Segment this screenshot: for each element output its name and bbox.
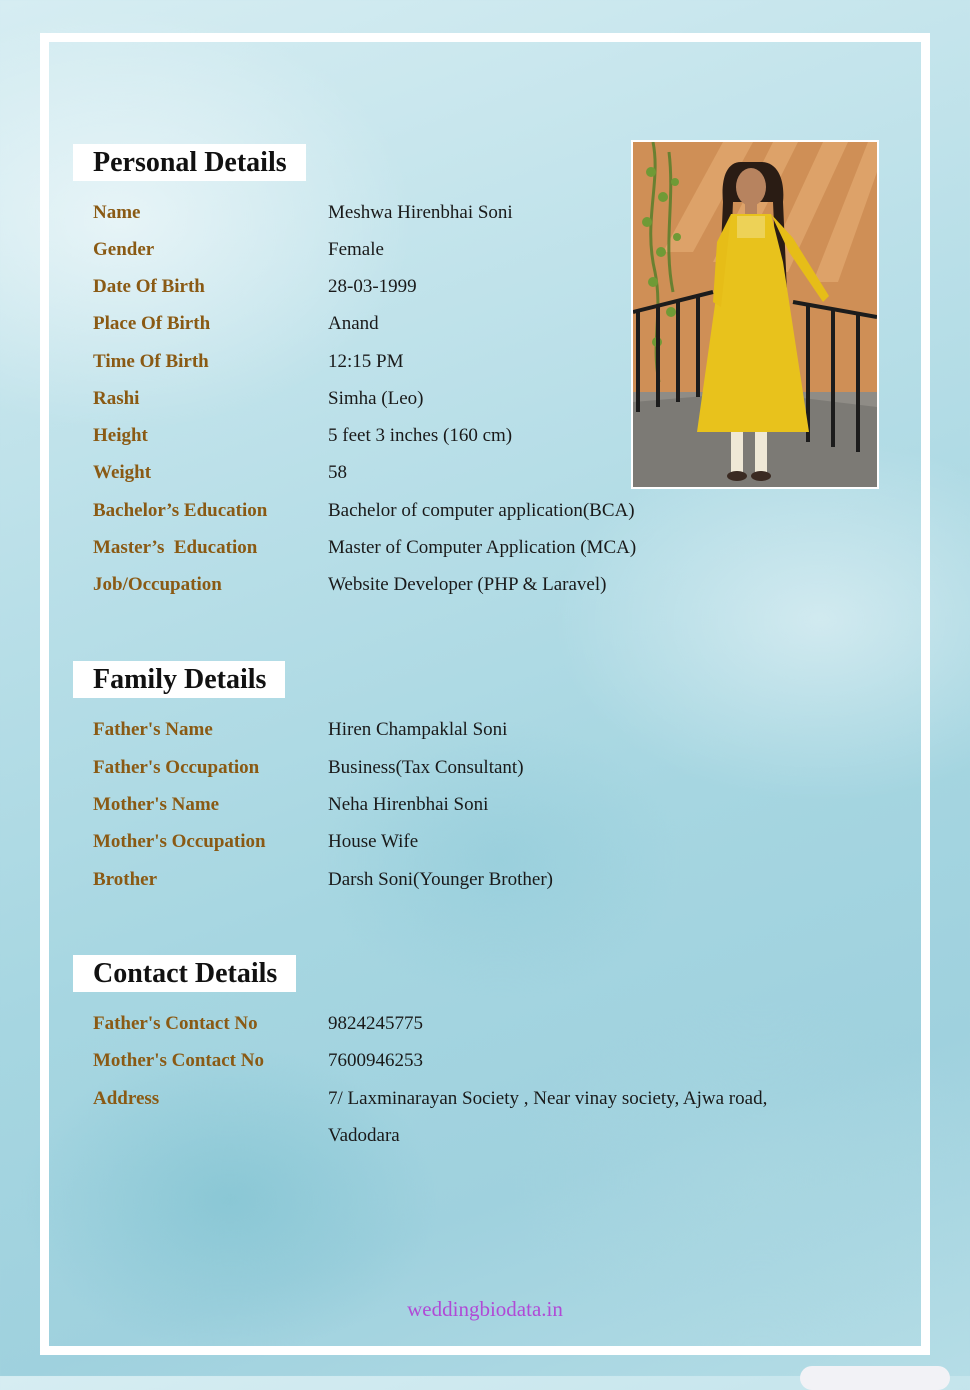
detail-row-fathers-occupation: [93, 757, 833, 787]
detail-value: 7/ Laxminarayan Society , Near vinay society, Ajwa road,: [328, 1088, 768, 1109]
detail-value: 12:15 PM: [328, 351, 404, 372]
detail-value: 7600946253: [328, 1050, 423, 1071]
detail-row-brother: [93, 869, 833, 899]
detail-value: Business(Tax Consultant): [328, 757, 524, 778]
detail-label: Height: [93, 425, 148, 446]
detail-value: Neha Hirenbhai Soni: [328, 794, 489, 815]
bottom-pill-control[interactable]: [800, 1366, 950, 1390]
detail-row-job-occupation: [93, 574, 833, 604]
detail-row-mothers-contact: [93, 1050, 833, 1080]
detail-value: Website Developer (PHP & Laravel): [328, 574, 607, 595]
detail-label: Address: [93, 1088, 160, 1109]
detail-label: Rashi: [93, 388, 140, 409]
footer-watermark: weddingbiodata.in: [407, 1297, 563, 1321]
detail-value: Meshwa Hirenbhai Soni: [328, 202, 513, 223]
detail-label: Place Of Birth: [93, 313, 211, 334]
detail-value: Bachelor of computer application(BCA): [328, 500, 635, 521]
detail-label: Weight: [93, 462, 152, 483]
profile-photo-illustration: [633, 142, 877, 487]
detail-value: 5 feet 3 inches (160 cm): [328, 425, 513, 446]
detail-value-line2: Vadodara: [328, 1125, 400, 1146]
detail-value: Master of Computer Application (MCA): [328, 537, 637, 558]
detail-label: Father's Occupation: [93, 757, 260, 778]
detail-value: House Wife: [328, 831, 419, 852]
detail-label: Father's Name: [93, 719, 213, 740]
contact-details-heading: Contact Details: [73, 955, 296, 992]
detail-value: 58: [328, 462, 347, 483]
detail-value: Simha (Leo): [328, 388, 424, 409]
detail-row-mothers-name: [93, 794, 833, 824]
detail-value: Darsh Soni(Younger Brother): [328, 869, 553, 890]
detail-label: Father's Contact No: [93, 1013, 258, 1034]
detail-value: 28-03-1999: [328, 276, 417, 297]
detail-row-mothers-occupation: [93, 831, 833, 861]
family-details-heading: Family Details: [73, 661, 285, 698]
personal-details-heading: Personal Details: [73, 144, 306, 181]
detail-label: Brother: [93, 869, 158, 890]
profile-photo: [631, 140, 879, 489]
detail-row-fathers-contact: [93, 1013, 833, 1043]
detail-label: Name: [93, 202, 141, 223]
detail-label: Bachelor’s Education: [93, 500, 268, 521]
detail-row-masters-education: [93, 537, 833, 567]
detail-label: Master’s Education: [93, 537, 258, 558]
detail-label: Mother's Contact No: [93, 1050, 264, 1071]
detail-label: Mother's Name: [93, 794, 220, 815]
detail-row-fathers-name: [93, 719, 833, 749]
detail-label: Gender: [93, 239, 155, 260]
detail-value: 9824245775: [328, 1013, 423, 1034]
detail-value: Hiren Champaklal Soni: [328, 719, 508, 740]
detail-row-bachelors-education: [93, 500, 833, 530]
detail-label: Date Of Birth: [93, 276, 205, 297]
detail-label: Job/Occupation: [93, 574, 222, 595]
detail-label: Mother's Occupation: [93, 831, 266, 852]
detail-row-address: [93, 1088, 833, 1158]
detail-value: Anand: [328, 313, 379, 334]
detail-value: Female: [328, 239, 384, 260]
detail-label: Time Of Birth: [93, 351, 209, 372]
